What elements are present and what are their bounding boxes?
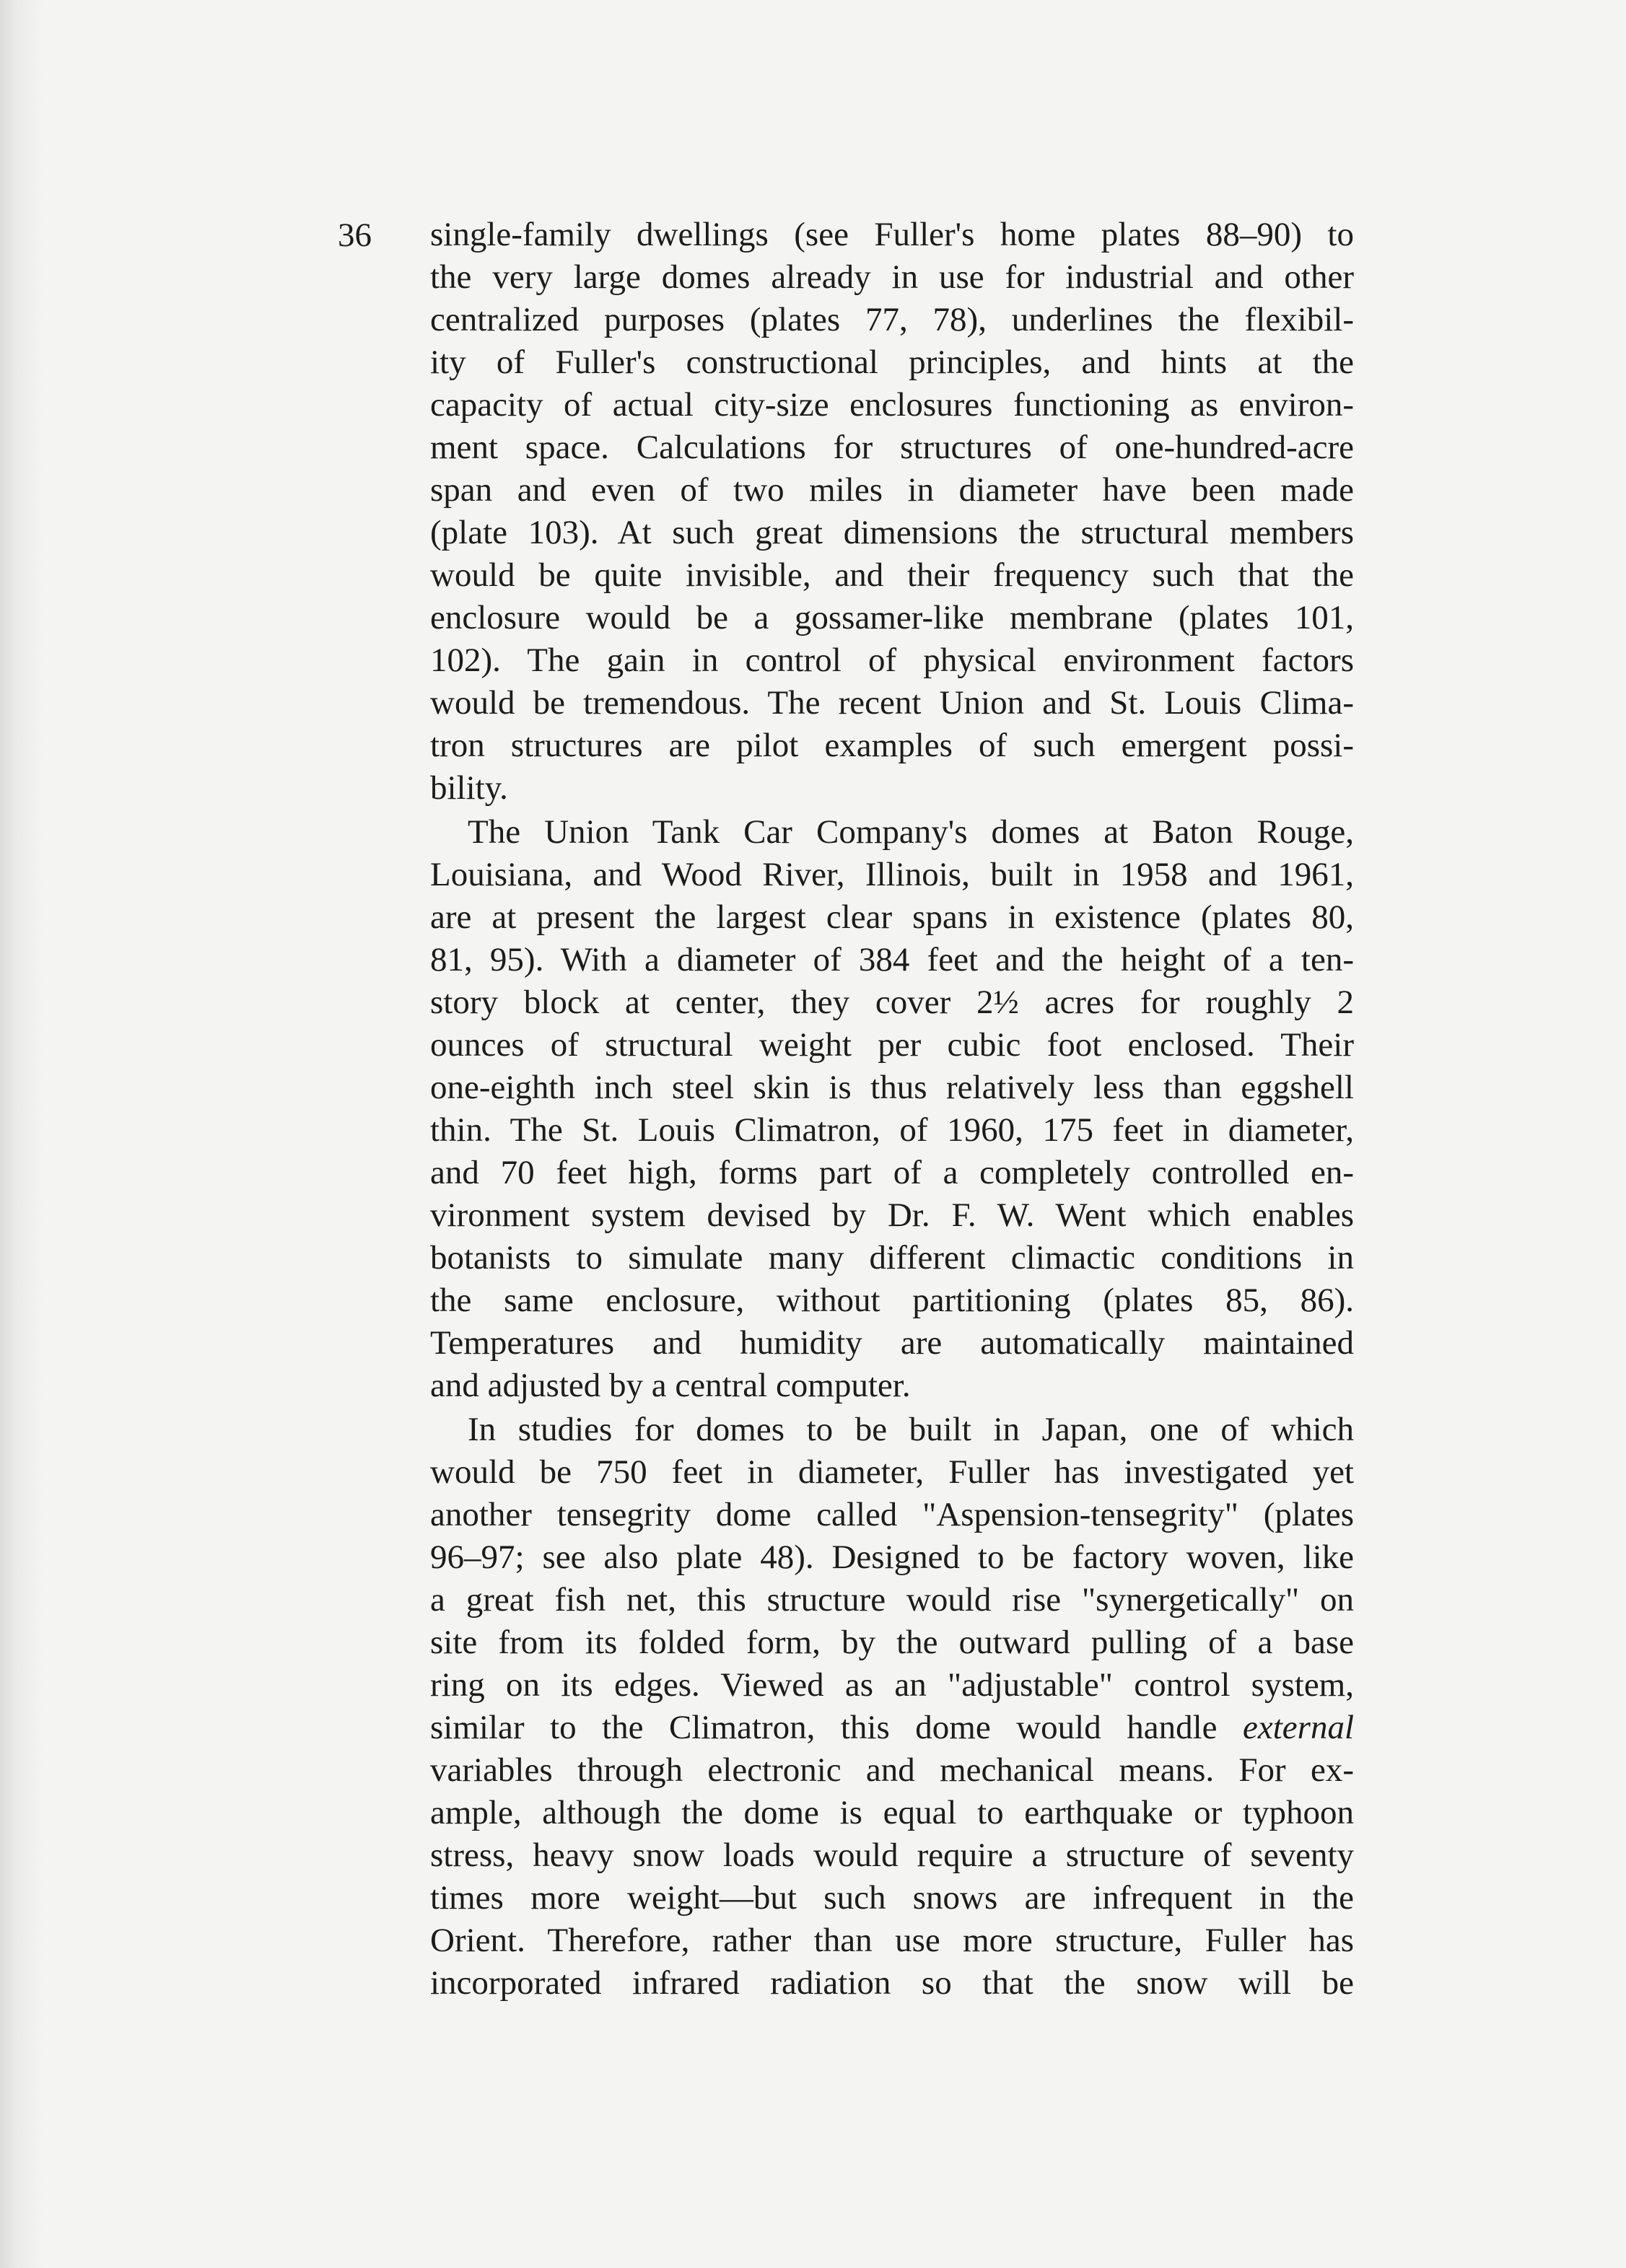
text-line: Temperatures and humidity are automatically maintained [430,1324,1354,1362]
text-line: and 70 feet high, forms part of a completely controlled en- [430,1154,1354,1191]
text-line: the same enclosure, without partitioning (plates 85, 86). [430,1282,1354,1319]
body-text [430,214,1354,2005]
text-line: single-family dwellings (see Fuller's home plates 88–90) to [430,216,1354,253]
text-line: Louisiana, and Wood River, Illinois, built in 1958 and 1961, [430,856,1354,893]
paragraph [430,214,1354,810]
page-number: 36 [338,216,372,254]
paragraph [430,811,1354,1407]
text-line: the very large domes already in use for industrial and other [430,258,1354,296]
text-line: a great fish net, this structure would rise "synergetically" on [430,1581,1354,1619]
text-line: vironment system devised by Dr. F. W. Went which enables [430,1196,1354,1234]
text-line: bility. [430,769,508,807]
text-line: incorporated infrared radiation so that the snow will be [430,1964,1354,2002]
text-line: ity of Fuller's constructional principles, and hints at the [430,343,1354,381]
italic-word: external [1243,1709,1355,1746]
text-line: 102). The gain in control of physical environment factors [430,642,1354,679]
text-line: tron structures are pilot examples of such emergent possi- [430,727,1354,764]
text-line: times more weight—but such snows are infrequent in the [430,1879,1354,1917]
text-line: story block at center, they cover 2½ acres for roughly 2 [430,984,1354,1021]
text-line: ounces of structural weight per cubic foot enclosed. Their [430,1026,1354,1064]
text-line: another tensegrity dome called "Aspension-tensegrity" (plates [430,1496,1354,1533]
page-gutter-shadow [0,0,43,2268]
text-line: site from its folded form, by the outward pulling of a base [430,1624,1354,1661]
text-line: would be quite invisible, and their frequency such that the [430,556,1354,594]
text-line: Orient. Therefore, rather than use more structure, Fuller has [430,1922,1354,1959]
paragraph [430,1409,1354,2005]
text-line: In studies for domes to be built in Japan, one of which [468,1411,1354,1448]
text-line: 96–97; see also plate 48). Designed to be factory woven, like [430,1538,1354,1576]
text-line: The Union Tank Car Company's domes at Baton Rouge, [468,813,1354,851]
text-line: enclosure would be a gossamer-like membrane (plates 101, [430,599,1354,636]
text-line: capacity of actual city-size enclosures functioning as environ- [430,386,1354,424]
text-line: (plate 103). At such great dimensions the structural members [430,514,1354,551]
text-line: would be tremendous. The recent Union and St. Louis Clima- [430,684,1354,722]
text-line: botanists to simulate many different climactic conditions in [430,1239,1354,1277]
text-line: variables through electronic and mechanical means. For ex- [430,1751,1354,1789]
text-line: and adjusted by a central computer. [430,1367,911,1404]
text-line-with-italic [430,1707,1354,1749]
text-line: would be 750 feet in diameter, Fuller has investigated yet [430,1453,1354,1491]
text-line: ment space. Calculations for structures of one-hundred-acre [430,429,1354,466]
text-line: stress, heavy snow loads would require a structure of seventy [430,1836,1354,1874]
text-line: ample, although the dome is equal to earthquake or typhoon [430,1794,1354,1831]
text-line: span and even of two miles in diameter have been made [430,471,1354,509]
text-line: one-eighth inch steel skin is thus relatively less than eggshell [430,1069,1354,1106]
text-line: thin. The St. Louis Climatron, of 1960, 175 feet in diameter, [430,1111,1354,1149]
text-line: ring on its edges. Viewed as an "adjustable" control system, [430,1666,1354,1704]
text-line: are at present the largest clear spans in existence (plates 80, [430,898,1354,936]
text-line: centralized purposes (plates 77, 78), underlines the flexibil- [430,301,1354,338]
text-line: 81, 95). With a diameter of 384 feet and the height of a ten- [430,941,1354,978]
text-span: similar to the Climatron, this dome would handle [430,1709,1218,1746]
